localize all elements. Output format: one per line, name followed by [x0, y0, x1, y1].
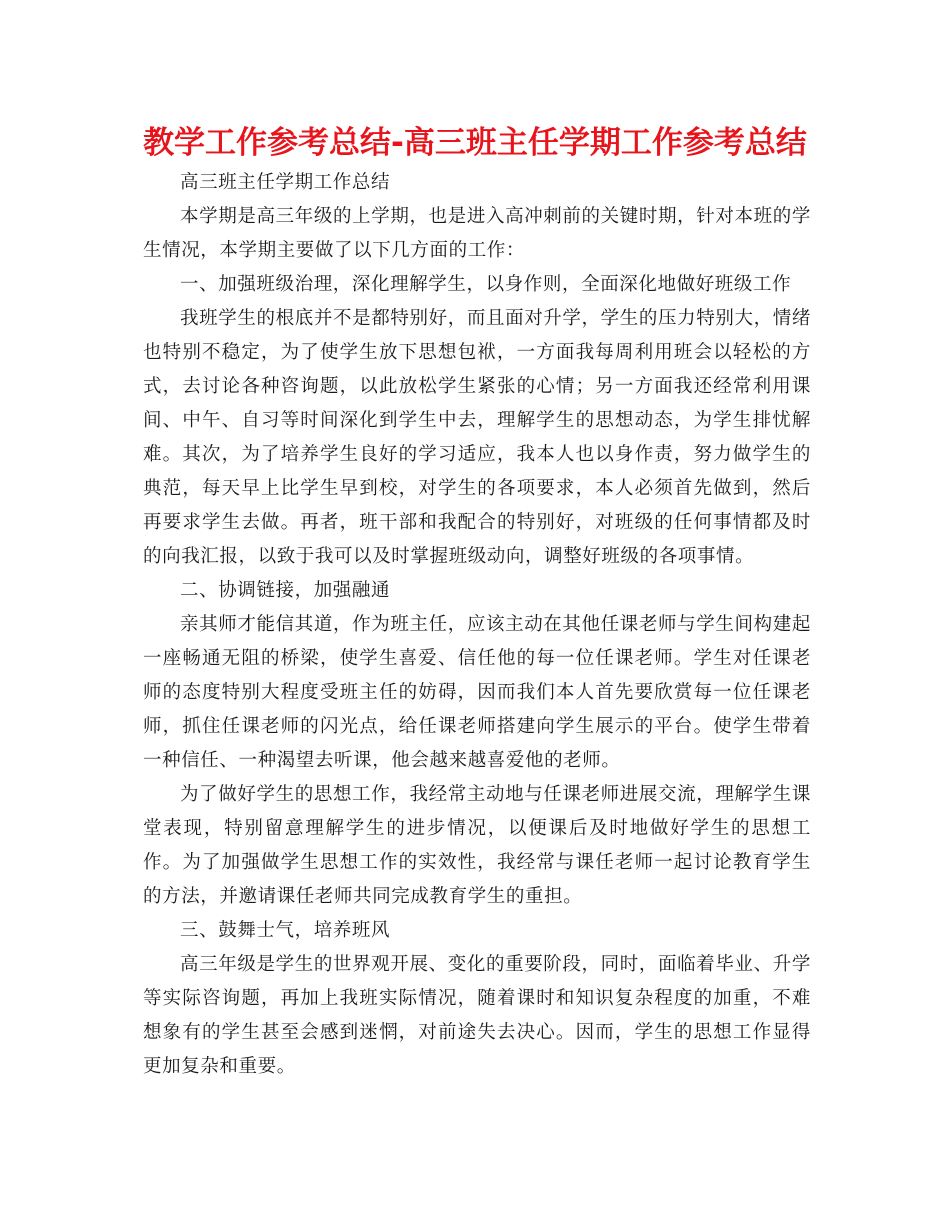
section-heading-2: 二、协调链接，加强融通 — [180, 580, 391, 601]
section-heading-1: 一、加强班级治理，深化理解学生，以身作则，全面深化地做好班级工作 — [180, 274, 792, 295]
paragraph-section-2b: 为了做好学生的思想工作，我经常主动地与任课老师进展交流，理解学生课堂表现，特别留意理解学生的进步情况，以便课后及时地做好学生的思想工作。为了加强做学生思想工作的实效性，我经常与课任老师一起讨论教育学生的方法，并邀请课任老师共同完成教育学生的重担。 — [143, 784, 811, 907]
document-body — [143, 166, 811, 1084]
paragraph-intro: 本学期是高三年级的上学期，也是进入高冲刺前的关键时期，针对本班的学生情况，本学期主要做了以下几方面的工作： — [143, 206, 811, 261]
document-title: 教学工作参考总结-高三班主任学期工作参考总结 — [143, 125, 807, 161]
paragraph-subtitle: 高三班主任学期工作总结 — [180, 172, 391, 193]
paragraph-section-1: 我班学生的根底并不是都特别好，而且面对升学，学生的压力特别大，情绪也特别不稳定，为了使学生放下思想包袱，一方面我每周利用班会以轻松的方式，去讨论各种咨询题，以此放松学生紧张的心情；另一方面我还经常利用课间、中午、自习等时间深化到学生中去，理解学生的思想动态，为学生排忧解难。其次，为了培养学生良好的学习适应，我本人也以身作责，努力做学生的典范，每天早上比学生早到校，对学生的各项要求，本人必须首先做到，然后再要求学生去做。再者，班干部和我配合的特别好，对班级的任何事情都及时的向我汇报，以致于我可以及时掌握班级动向，调整好班级的各项事情。 — [143, 308, 811, 567]
paragraph-section-2a: 亲其师才能信其道，作为班主任，应该主动在其他任课老师与学生间构建起一座畅通无阻的桥梁，使学生喜爱、信任他的每一位任课老师。学生对任课老师的态度特别大程度受班主任的妨碍，因而我们本人首先要欣赏每一位任课老师，抓住任课老师的闪光点，给任课老师搭建向学生展示的平台。使学生带着一种信任、一种渴望去听课，他会越来越喜爱他的老师。 — [143, 614, 811, 771]
paragraph-section-3: 高三年级是学生的世界观开展、变化的重要阶段，同时，面临着毕业、升学等实际咨询题，再加上我班实际情况，随着课时和知识复杂程度的加重，不难想象有的学生甚至会感到迷惘，对前途失去决心。因而，学生的思想工作显得更加复杂和重要。 — [143, 954, 811, 1077]
section-heading-3: 三、鼓舞士气，培养班风 — [180, 920, 391, 941]
